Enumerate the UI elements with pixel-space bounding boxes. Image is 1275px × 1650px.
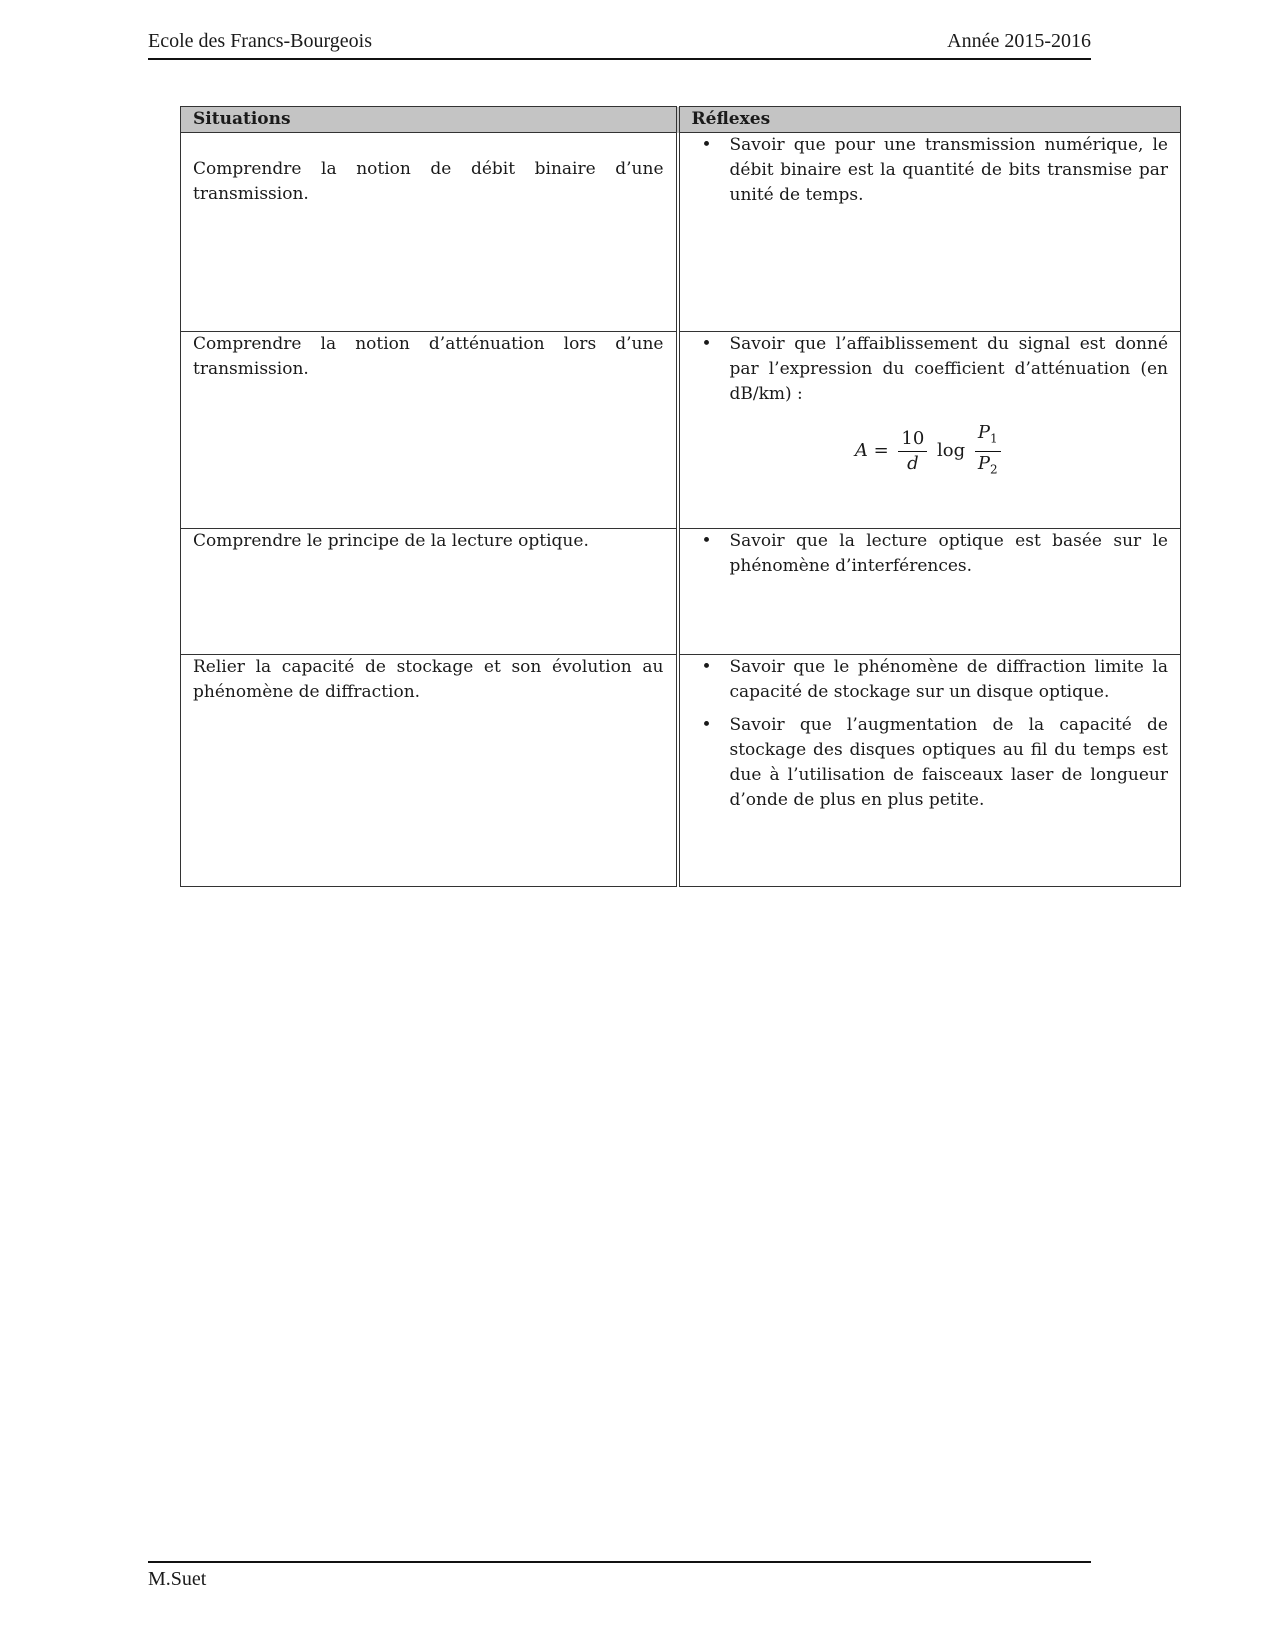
- formula-p-numerator: P: [977, 422, 991, 443]
- situation-cell: Comprendre la notion de débit binaire d’une transmission.: [181, 133, 678, 332]
- situation-cell: Relier la capacité de stockage et son évolution au phénomène de diffraction.: [181, 655, 678, 887]
- column-header-situations: Situations: [181, 107, 678, 133]
- footer-rule: [148, 1561, 1091, 1563]
- reflexes-cell: [678, 332, 1181, 529]
- formula-log: log: [937, 440, 966, 462]
- formula-p-denominator-sub: 2: [990, 462, 998, 477]
- formula-fraction-10-over-d: [898, 427, 927, 476]
- reflexes-list: [692, 133, 1169, 208]
- reflex-item: • Savoir que la lecture optique est basée sur le phénomène d’interférences.: [720, 529, 1169, 579]
- table-row: [181, 133, 1181, 332]
- reflexes-cell: [678, 529, 1181, 655]
- situation-cell: Comprendre la notion d’atténuation lors d’une transmission.: [181, 332, 678, 529]
- reflex-item: • Savoir que l’affaiblissement du signal est donné par l’expression du coefficient d’atténuation (en dB/km) :: [720, 332, 1169, 407]
- formula-p-denominator: P: [977, 452, 991, 474]
- reflexes-list: [692, 332, 1169, 407]
- school-name: Ecole des Francs-Bourgeois: [148, 30, 373, 52]
- table-row: [181, 529, 1181, 655]
- reflex-item: • Savoir que l’augmentation de la capacité de stockage des disques optiques au fil du temps est due à l’utilisation de faisceaux laser de longueur d’onde de plus en plus petite.: [720, 713, 1169, 813]
- formula-numerator: 10: [898, 427, 927, 452]
- reflex-item: • Savoir que le phénomène de diffraction limite la capacité de stockage sur un disque optique.: [720, 655, 1169, 705]
- attenuation-formula: [692, 421, 1169, 481]
- skills-table: [180, 106, 1181, 887]
- formula-denominator: d: [907, 452, 919, 474]
- reflexes-list: [692, 529, 1169, 579]
- formula-fraction-p1-over-p2: [975, 421, 1001, 481]
- running-header: [148, 28, 1091, 60]
- reflexes-list: [692, 655, 1169, 813]
- reflex-item: • Savoir que pour une transmission numérique, le débit binaire est la quantité de bits transmise par unité de temps.: [720, 133, 1169, 208]
- table-row: [181, 332, 1181, 529]
- reflexes-cell: [678, 133, 1181, 332]
- school-year: Année 2015-2016: [947, 30, 1091, 52]
- situation-cell: Comprendre le principe de la lecture optique.: [181, 529, 678, 655]
- formula-lhs: A: [854, 440, 868, 462]
- reflexes-cell: [678, 655, 1181, 887]
- formula-p-numerator-sub: 1: [990, 431, 998, 446]
- formula-equals: =: [873, 440, 889, 462]
- table-row: [181, 655, 1181, 887]
- footer-author: M.Suet: [148, 1568, 207, 1590]
- column-header-reflexes: Réflexes: [678, 107, 1181, 133]
- table-header-row: [181, 107, 1181, 133]
